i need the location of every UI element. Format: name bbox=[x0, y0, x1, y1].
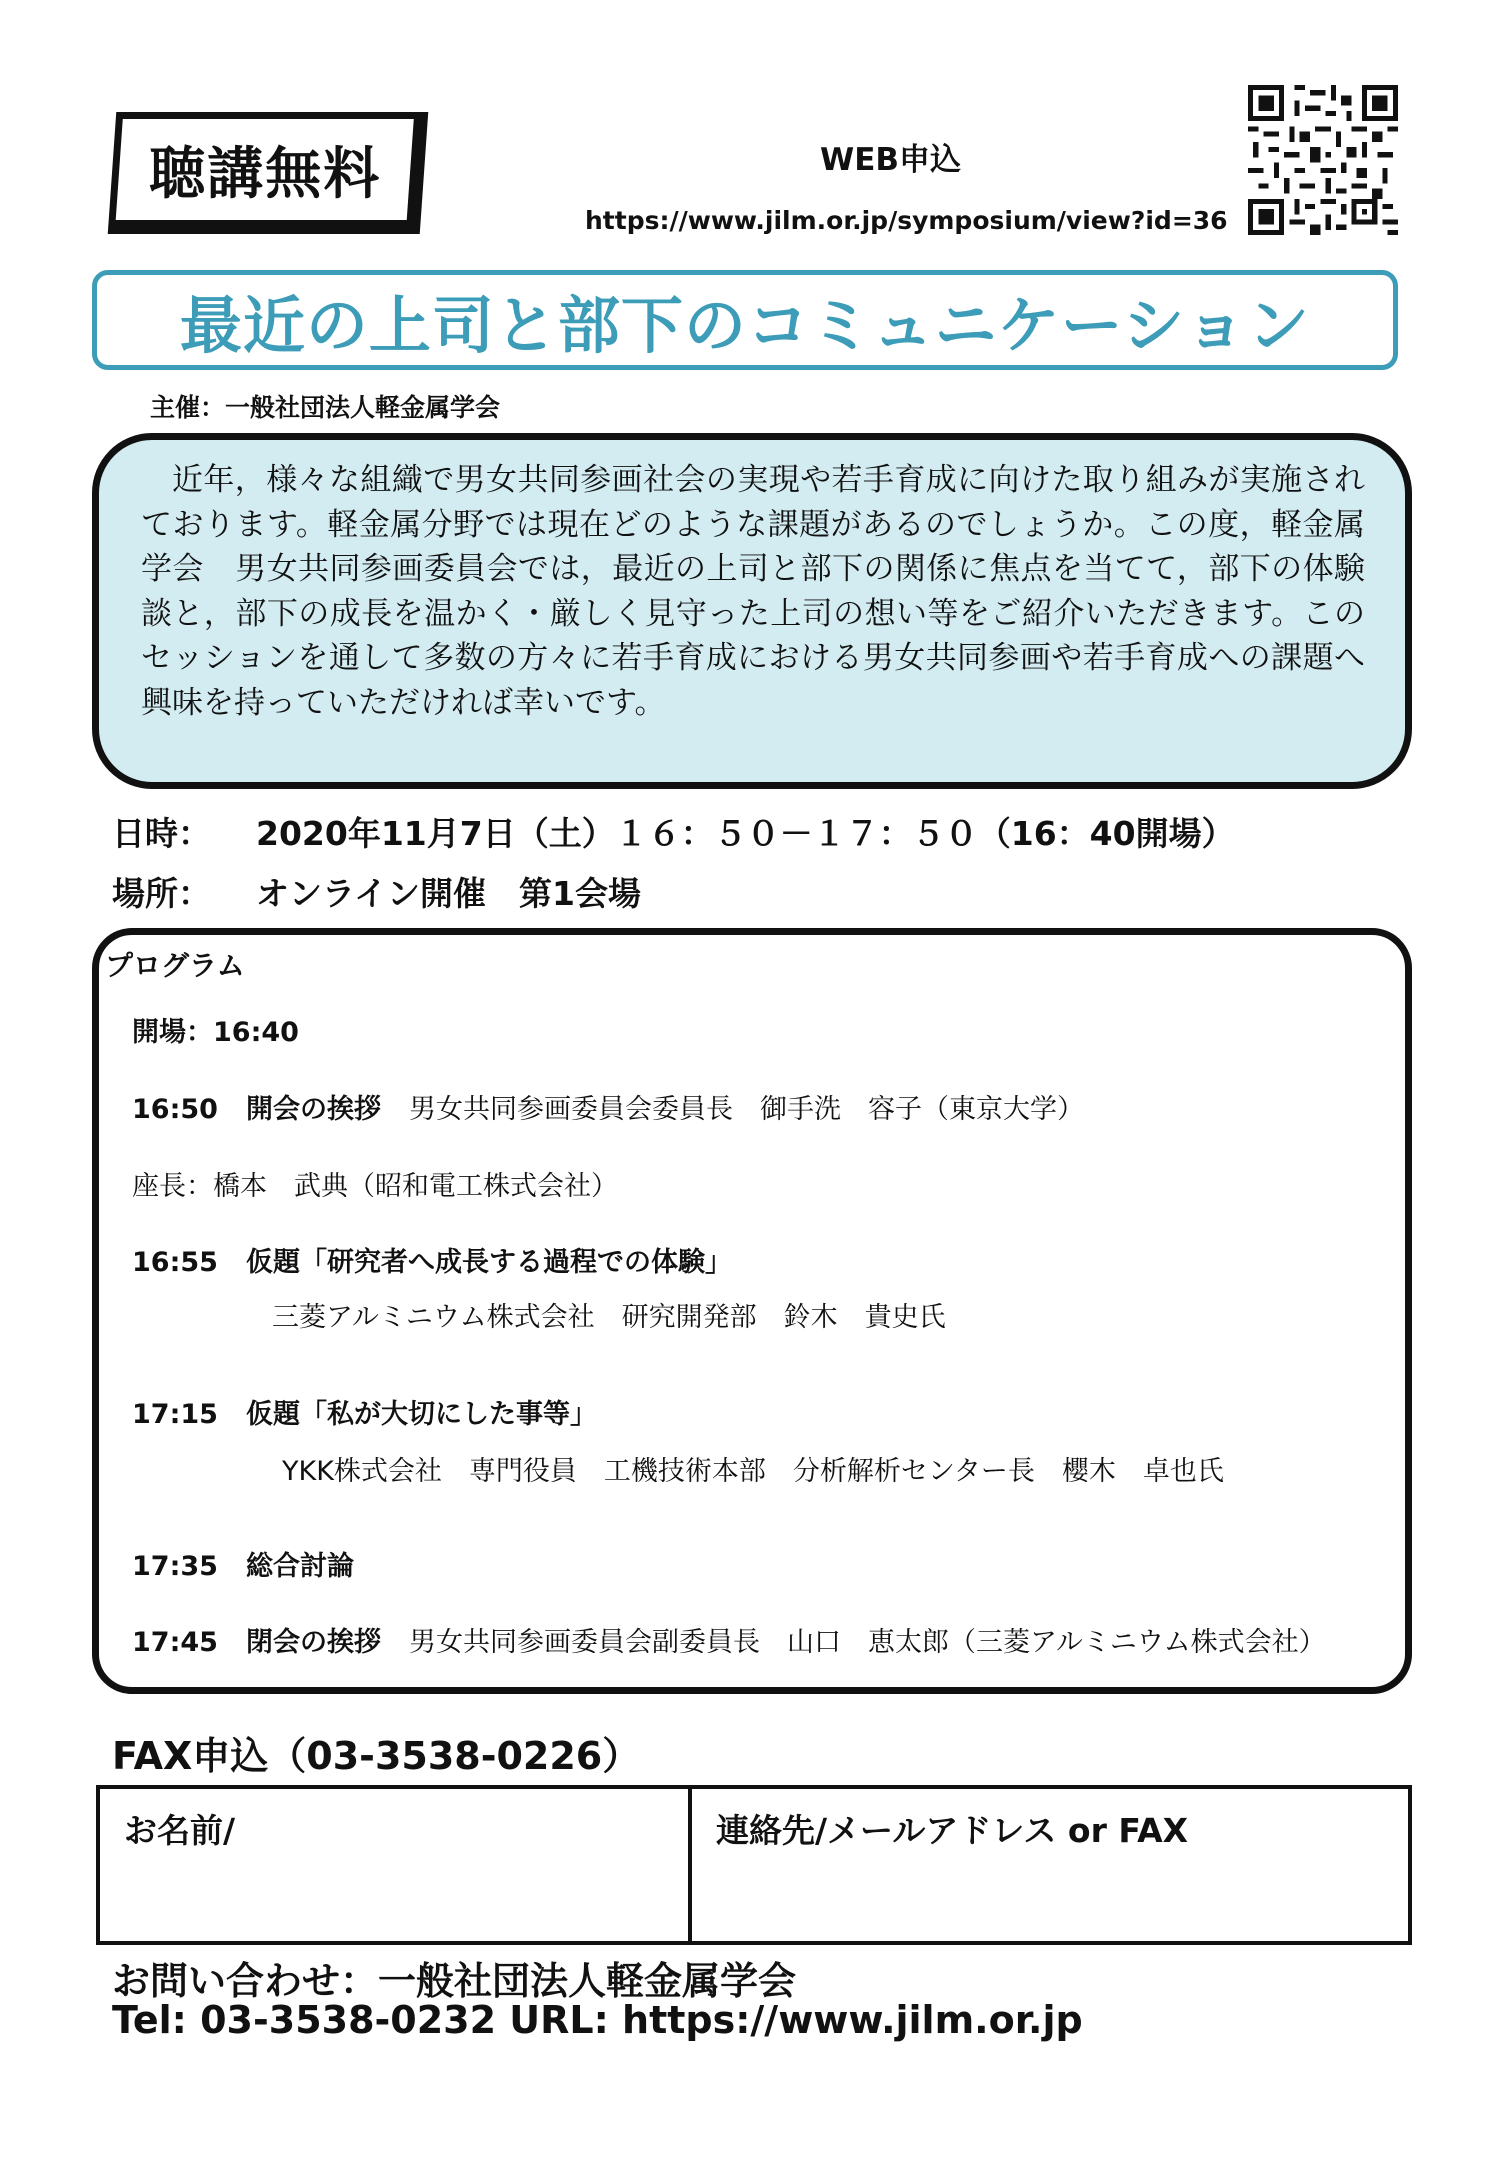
date-value: 2020年11月7日（土）１６：５０－１７：５０（16：40開場） bbox=[256, 814, 1235, 853]
program-time: 17:45 bbox=[132, 1627, 218, 1658]
program-speaker: YKK株式会社 専門役員 工機技術本部 分析解析センター長 櫻木 卓也氏 bbox=[282, 1456, 1224, 1487]
name-field[interactable] bbox=[100, 1789, 692, 1941]
intro-box bbox=[92, 433, 1412, 789]
program-speaker: 三菱アルミニウム株式会社 研究開発部 鈴木 貴史氏 bbox=[272, 1302, 946, 1333]
opening-text: 開場：16:40 bbox=[132, 1017, 299, 1048]
program-opening bbox=[132, 1010, 299, 1049]
program-title: プログラム bbox=[105, 949, 245, 982]
fax-form-table bbox=[96, 1785, 1412, 1945]
contact-label: 連絡先/メールアドレス or FAX bbox=[716, 1811, 1189, 1850]
place-value: オンライン開催 第1会場 bbox=[256, 874, 641, 913]
page-title: 最近の上司と部下のコミュニケーション bbox=[179, 288, 1311, 362]
program-item bbox=[132, 1392, 597, 1431]
program-item bbox=[132, 1240, 732, 1279]
program-time: 16:50 bbox=[132, 1094, 218, 1125]
fax-title: FAX申込（03-3538-0226） bbox=[112, 1734, 641, 1778]
organizer-text: 主催：一般社団法人軽金属学会 bbox=[150, 393, 501, 422]
program-item bbox=[132, 1544, 354, 1583]
intro-text: 近年，様々な組織で男女共同参画社会の実現や若手育成に向けた取り組みが実施されております。軽金属分野では現在どのような課題があるのでしょうか。この度，軽金属学会 男女共同参画委員会では，最近の上司と部下の関係に焦点を当てて，部下の体験談と，部下の成長を温かく・厳しく見守った上司の想い等をご紹介いただきます。このセッションを通して多数の方々に若手育成における男女共同参画や若手育成への課題へ興味を持っていただければ幸いです。 bbox=[141, 462, 1366, 721]
program-time: 16:55 bbox=[132, 1247, 218, 1278]
program-heading: 仮題「私が大切にした事等」 bbox=[245, 1399, 597, 1430]
badge-label: 聴講無料 bbox=[148, 141, 381, 207]
program-item bbox=[132, 1087, 1084, 1126]
date-label: 日時： bbox=[112, 814, 211, 853]
program-heading: 開会の挨拶 bbox=[245, 1094, 381, 1125]
name-label: お名前/ bbox=[124, 1811, 236, 1850]
program-item bbox=[132, 1620, 1326, 1659]
qr-code-icon[interactable] bbox=[1248, 85, 1398, 235]
program-time: 17:35 bbox=[132, 1551, 218, 1582]
web-application-label: WEB申込 bbox=[820, 142, 961, 178]
title-banner bbox=[92, 270, 1398, 370]
program-chair: 座長：橋本 武典（昭和電工株式会社） bbox=[132, 1171, 618, 1202]
web-application-link[interactable]: https://www.jilm.or.jp/symposium/view?id=36 bbox=[585, 206, 1228, 235]
contact-field[interactable] bbox=[692, 1789, 1408, 1941]
program-heading: 閉会の挨拶 bbox=[245, 1627, 381, 1658]
program-text: 男女共同参画委員会副委員長 山口 恵太郎（三菱アルミニウム株式会社） bbox=[408, 1627, 1326, 1658]
inquiry-text: お問い合わせ：一般社団法人軽金属学会 bbox=[112, 1959, 797, 2003]
place-label: 場所： bbox=[112, 874, 211, 913]
program-heading: 仮題「研究者へ成長する過程での体験」 bbox=[245, 1247, 732, 1278]
program-time: 17:15 bbox=[132, 1399, 218, 1430]
contact-details: Tel: 03-3538-0232 URL: https://www.jilm.or.jp bbox=[112, 1998, 1083, 2042]
program-heading: 総合討論 bbox=[245, 1551, 354, 1582]
program-text: 男女共同参画委員会委員長 御手洗 容子（東京大学） bbox=[408, 1094, 1084, 1125]
free-attendance-badge bbox=[108, 112, 429, 234]
